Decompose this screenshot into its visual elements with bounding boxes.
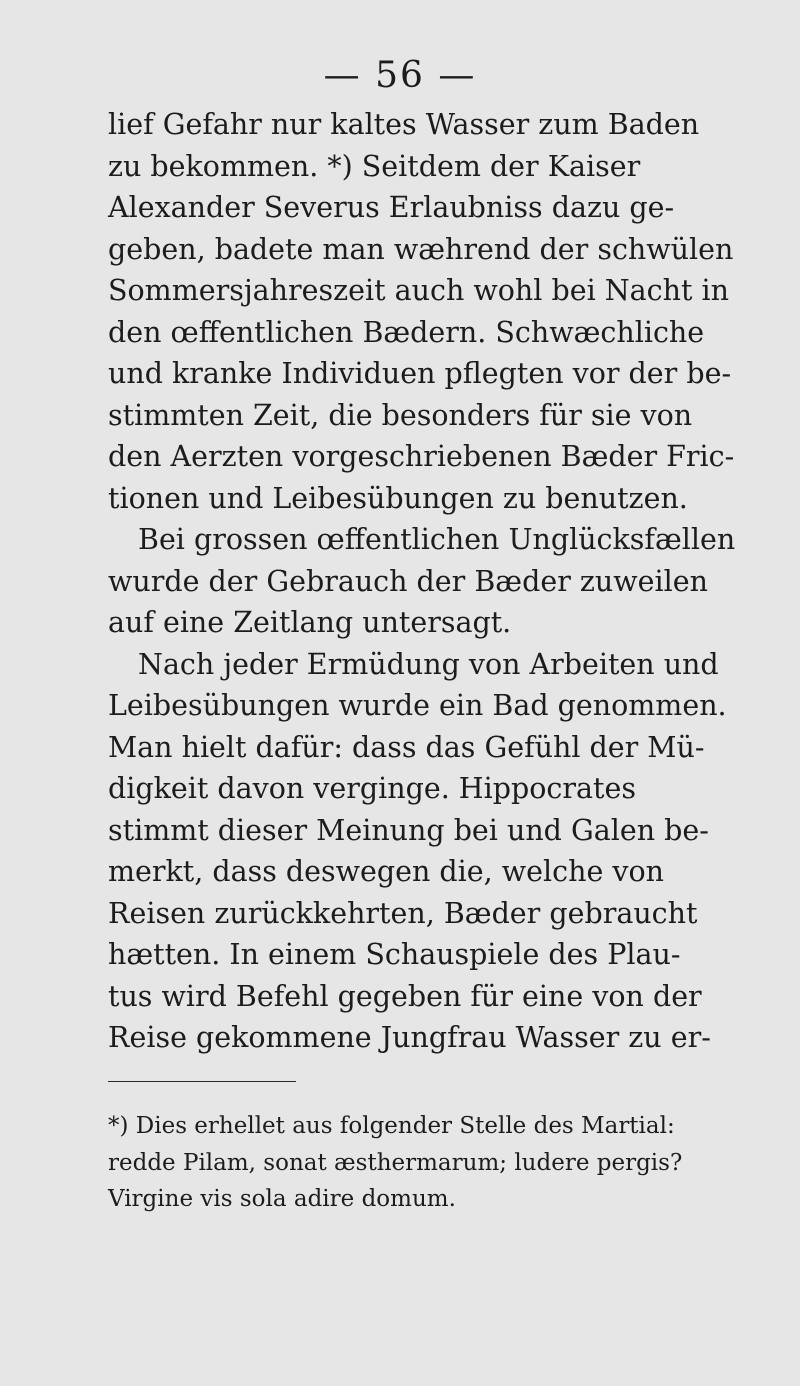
footnote-divider <box>108 1081 296 1082</box>
text-line: merkt, dass deswegen die, welche von <box>108 855 665 888</box>
text-line: lief Gefahr nur kaltes Wasser zum Baden <box>108 108 700 141</box>
text-line: Leibesübungen wurde ein Bad genommen. <box>108 689 727 722</box>
text-line: stimmten Zeit, die besonders für sie von <box>108 398 693 432</box>
text-line: den œffentlichen Bædern. Schwæchliche <box>108 315 705 349</box>
text-line: Reise gekommene Jungfrau Wasser zu er- <box>108 1021 711 1054</box>
text-line: hætten. In einem Schauspiele des Plau- <box>108 938 681 971</box>
text-line: zu bekommen. *) Seitdem der Kaiser <box>108 149 641 183</box>
text-line: digkeit davon verginge. Hippocrates <box>108 772 636 805</box>
text-line: Man hielt dafür: dass das Gefühl der Mü- <box>108 730 705 764</box>
text-line: tus wird Befehl gegeben für eine von der <box>108 979 702 1013</box>
text-line: auf eine Zeitlang untersagt. <box>108 606 512 639</box>
text-line: geben, badete man wæhrend der schwülen <box>108 232 734 266</box>
text-line: wurde der Gebrauch der Bæder zuweilen <box>108 564 708 598</box>
footnote-line: *) Dies erhellet aus folgender Stelle des Martial: <box>108 1113 675 1139</box>
paragraph-start-line: Bei grossen œffentlichen Unglücksfællen <box>138 523 736 556</box>
text-line: Alexander Severus Erlaubniss dazu ge- <box>108 191 675 224</box>
text-line: Reisen zurückkehrten, Bæder gebraucht <box>108 896 698 930</box>
page-number: — 56 — <box>323 55 477 96</box>
footnote <box>108 1108 718 1218</box>
text-line: tionen und Leibesübungen zu benutzen. <box>108 481 688 515</box>
text-line: und kranke Individuen pflegten vor der be- <box>108 357 732 390</box>
footnote-line: redde Pilam, sonat æsthermarum; ludere pergis? <box>108 1149 683 1176</box>
text-line: den Aerzten vorgeschriebenen Bæder Fric- <box>108 440 735 473</box>
body-text <box>108 104 736 1059</box>
text-line: Sommersjahreszeit auch wohl bei Nacht in <box>108 274 729 307</box>
paragraph-start-line: Nach jeder Ermüdung von Arbeiten und <box>138 647 719 681</box>
footnote-line: Virgine vis sola adire domum. <box>108 1186 456 1212</box>
text-line: stimmt dieser Meinung bei und Galen be- <box>108 813 709 847</box>
